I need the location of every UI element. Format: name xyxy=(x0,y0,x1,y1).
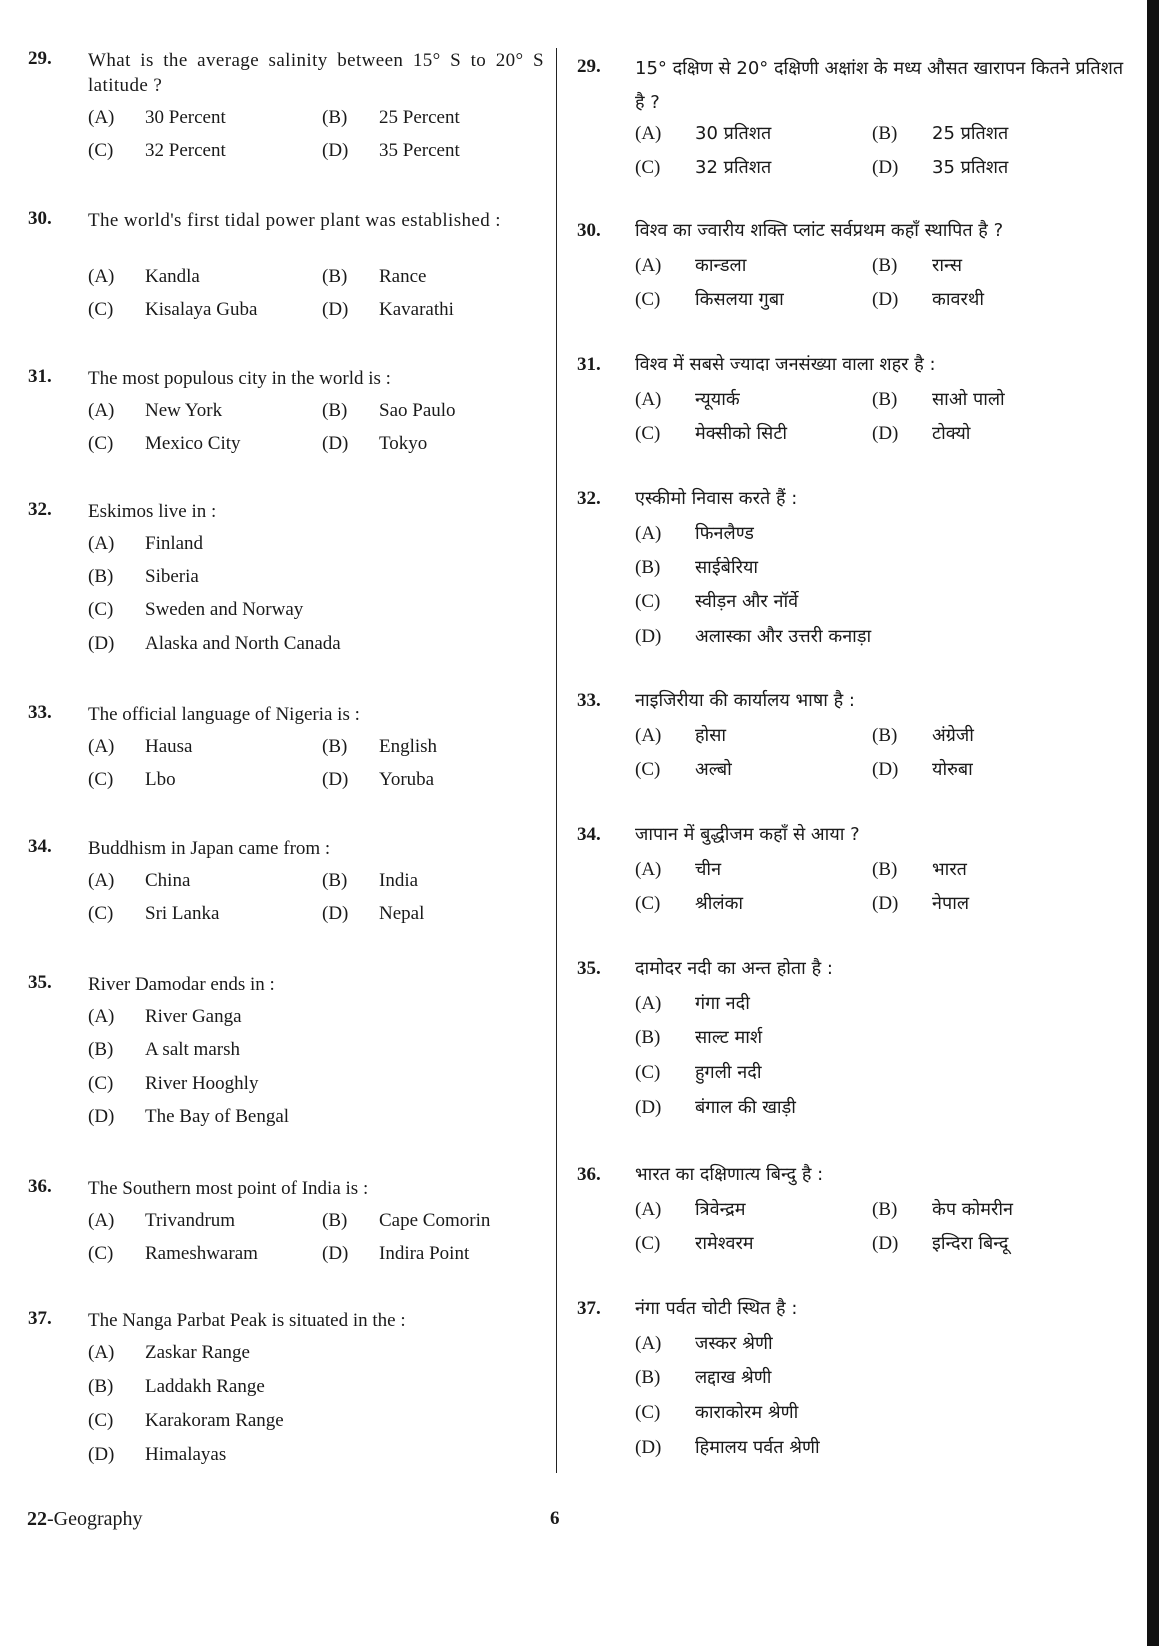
question-text: The most populous city in the world is : xyxy=(88,368,391,389)
question-text: What is the average salinity between 15° S to 20° S latitude ? xyxy=(88,50,544,96)
subject-name: -Geography xyxy=(47,1508,143,1530)
question-number: 37. xyxy=(28,1308,52,1329)
question-number: 36. xyxy=(28,1176,52,1197)
column-divider xyxy=(556,48,557,1473)
question-number: 33. xyxy=(28,702,52,723)
question-number: 34. xyxy=(577,824,601,845)
question-text: विश्व में सबसे ज्यादा जनसंख्या वाला शहर है : xyxy=(635,354,936,375)
page-number: 6 xyxy=(550,1508,560,1529)
subject-code: 22 xyxy=(27,1508,47,1530)
question-text: The world's first tidal power plant was established : xyxy=(88,210,501,231)
question-number: 32. xyxy=(577,488,601,509)
question-text: The official language of Nigeria is : xyxy=(88,704,360,725)
question-number: 34. xyxy=(28,836,52,857)
question-number: 31. xyxy=(28,366,52,387)
question-number: 37. xyxy=(577,1298,601,1319)
question-number: 31. xyxy=(577,354,601,375)
question-text: River Damodar ends in : xyxy=(88,974,275,995)
question-text: विश्व का ज्वारीय शक्ति प्लांट सर्वप्रथम कहाँ स्थापित है ? xyxy=(635,220,1004,241)
footer-subject xyxy=(27,1508,143,1531)
question-number: 32. xyxy=(28,499,52,520)
question-number: 30. xyxy=(577,220,601,241)
question-text: 15° दक्षिण से 20° दक्षिणी अक्षांश के मध्य औसत खारापन कितने प्रतिशत है ? xyxy=(635,58,1124,113)
question-text: Buddhism in Japan came from : xyxy=(88,838,331,859)
question-number: 35. xyxy=(28,972,52,993)
question-text: भारत का दक्षिणात्य बिन्दु है : xyxy=(635,1164,824,1185)
question-text: The Nanga Parbat Peak is situated in the : xyxy=(88,1310,406,1331)
question-text: The Southern most point of India is : xyxy=(88,1178,369,1199)
question-text: एस्कीमो निवास करते हैं : xyxy=(635,488,798,509)
question-number: 30. xyxy=(28,208,52,229)
question-number: 33. xyxy=(577,690,601,711)
question-text: दामोदर नदी का अन्त होता है : xyxy=(635,958,833,979)
question-number: 29. xyxy=(28,48,52,69)
question-number: 29. xyxy=(577,56,601,77)
question-text: नंगा पर्वत चोटी स्थित है : xyxy=(635,1298,798,1319)
question-text: Eskimos live in : xyxy=(88,501,217,522)
question-text: नाइजिरीया की कार्यालय भाषा है : xyxy=(635,690,855,711)
question-number: 35. xyxy=(577,958,601,979)
question-text: जापान में बुद्धीजम कहाँ से आया ? xyxy=(635,824,860,845)
page-edge-bar xyxy=(1147,0,1159,1646)
question-number: 36. xyxy=(577,1164,601,1185)
